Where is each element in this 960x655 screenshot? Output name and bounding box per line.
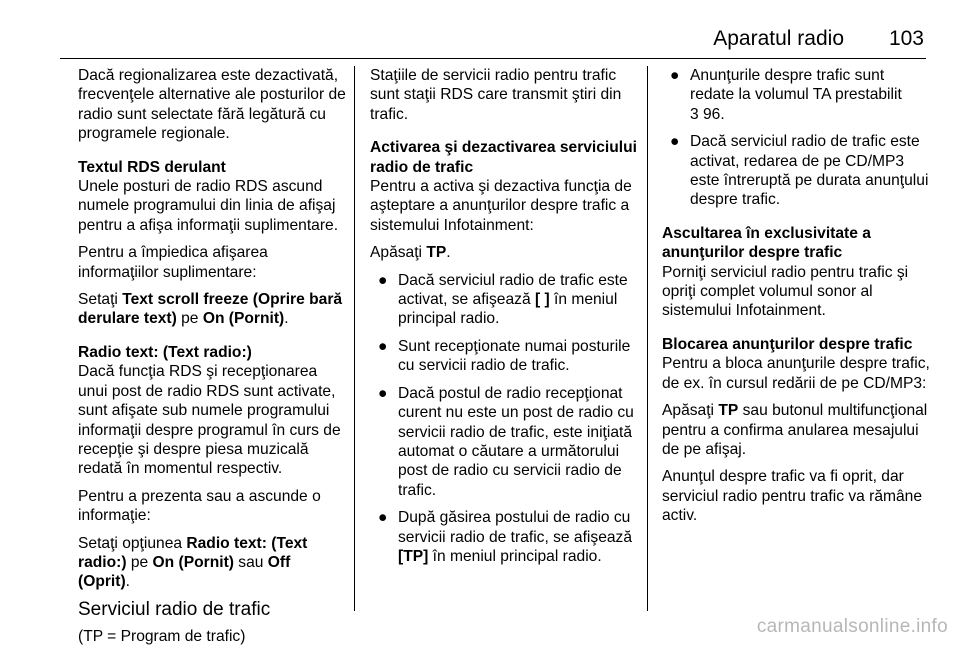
menu-value-label: Off (Oprit) [78, 553, 291, 591]
tp-activation-paragraph: Pentru a activa şi dezactiva funcţia de aşteptare a anunţurilor despre trafic a sistemului Infotainment: [370, 178, 632, 234]
intro-paragraph: Dacă regionalizarea este dezactivată, frecvenţele alternative ale posturilor de radio sunt selectate fără legătură cu programele regionale. [78, 67, 346, 143]
list-item-text: Anunţurile despre trafic sunt redate la volumul TA prestabilit [690, 67, 902, 104]
rds-scroll-instruction [78, 290, 346, 329]
menu-option-label: Radio text: (Text radio:) [78, 534, 308, 571]
rds-scroll-paragraph-1: Unele posturi de radio RDS ascund numele programului din linia de afişaj pentru a afişa informaţii suplimentare. [78, 178, 339, 234]
watermark: carmanualsonline.info [756, 616, 948, 637]
list-item-text: în meniul principal radio. [428, 547, 602, 565]
tp-intro-paragraph: Staţiile de servicii radio pentru trafic sunt staţii RDS care transmit ştiri din trafic. [370, 67, 622, 123]
menu-value-label: On (Pornit) [152, 553, 234, 571]
bullet-icon: ● [378, 337, 388, 355]
display-symbol: [TP] [398, 547, 429, 565]
column-divider [647, 66, 648, 611]
instruction-text: pe [126, 553, 153, 571]
column-divider [354, 66, 355, 611]
exclusive-listening-heading: Ascultarea în exclusivitate a anunţurilor despre trafic [662, 224, 871, 262]
instruction-text: . [284, 310, 289, 328]
rds-scroll-heading: Textul RDS derulant [78, 158, 226, 176]
column-right [662, 66, 932, 534]
page-title: Aparatul radio [713, 27, 844, 50]
menu-option-label: Text scroll freeze (Oprire bară derulare text) [78, 291, 343, 328]
instruction-text: Apăsaţi [370, 244, 427, 262]
page-header [60, 18, 926, 59]
bullet-icon: ● [378, 384, 388, 402]
bullet-icon: ● [378, 271, 388, 289]
exclusive-listening-paragraph: Porniţi serviciul radio pentru trafic şi opriţi complet volumul sonor al sistemului Infotainment. [662, 263, 909, 320]
radio-text-instruction [78, 534, 346, 592]
rds-scroll-paragraph-2: Pentru a împiedica afişarea informaţiilor suplimentare: [78, 244, 268, 281]
list-item [370, 271, 638, 329]
list-item-text: Dacă serviciul radio de trafic este activat, redarea de pe CD/MP3 este întreruptă pe durata anunţului despre trafic. [690, 133, 929, 209]
list-item [662, 132, 932, 210]
column-middle [370, 66, 638, 574]
block-announcements-heading: Blocarea anunţurilor despre trafic [662, 335, 913, 353]
section-title: Serviciul radio de trafic [78, 598, 271, 620]
menu-value-label: On (Pornit) [202, 310, 285, 328]
bullet-icon: ● [670, 67, 680, 84]
section-subtitle: (TP = Program de trafic) [78, 628, 246, 646]
instruction-text: pe [176, 310, 203, 328]
page-reference-link[interactable]: 3 96. [690, 105, 725, 123]
tp-activation-heading: Activarea şi dezactivarea serviciului radio de trafic [370, 139, 637, 176]
instruction-text: sau [233, 553, 268, 571]
list-item-text: Dacă serviciul radio de trafic este activat, se afişează [398, 271, 628, 309]
page-number: 103 [888, 27, 924, 50]
instruction-text: . [446, 244, 451, 262]
bullet-icon: ● [670, 133, 680, 151]
list-item-text: Dacă postul de radio recepţionat curent nu este un post de radio cu servicii radio de trafic, este iniţiată automat o căutare a următorului post de radio cu servicii radio de trafic. [398, 384, 634, 499]
list-item [370, 508, 638, 566]
list-item-text: Sunt recepţionate numai posturile cu servicii radio de trafic. [398, 337, 631, 375]
display-symbol: [ ] [534, 291, 550, 309]
block-announcements-paragraph: Pentru a bloca anunţurile despre trafic, de ex. în cursul redării de pe CD/MP3: [662, 355, 930, 392]
instruction-text: Setaţi opţiunea [78, 534, 187, 552]
bullet-icon: ● [378, 509, 388, 527]
list-item [662, 66, 932, 124]
block-press-instruction [662, 401, 932, 459]
instruction-text: sau butonul multifuncţional pentru a confirma anularea mesajului de pe afişaj. [662, 402, 928, 458]
button-label: TP [426, 244, 447, 262]
radio-text-paragraph-1: Dacă funcţia RDS şi recepţionarea unui post de radio RDS sunt activate, sunt afişate sub numele programului informaţii despre programul în curs de recepţie şi despre piesa muzicală redată în momentul respectiv. [78, 363, 341, 478]
button-label: TP [718, 402, 739, 420]
tp-bullet-list [370, 271, 638, 567]
instruction-text: . [125, 573, 130, 591]
tp-bullet-list-continued [662, 66, 932, 210]
announcement-stop-paragraph: Anunţul despre trafic va fi oprit, dar serviciul radio pentru trafic va rămâne activ. [662, 468, 923, 525]
tp-press-instruction [370, 243, 638, 262]
radio-text-heading: Radio text: (Text radio:) [78, 343, 252, 361]
list-item-text: în meniul principal radio. [398, 291, 618, 328]
radio-text-paragraph-2: Pentru a prezenta sau a ascunde o informaţie: [78, 487, 321, 525]
list-item [370, 337, 638, 376]
instruction-text: Setaţi [78, 291, 123, 309]
column-left [78, 66, 346, 655]
list-item-text: După găsirea postului de radio cu servicii radio de trafic, se afişează [398, 509, 633, 546]
instruction-text: Apăsaţi [662, 402, 719, 420]
list-item [370, 384, 638, 500]
